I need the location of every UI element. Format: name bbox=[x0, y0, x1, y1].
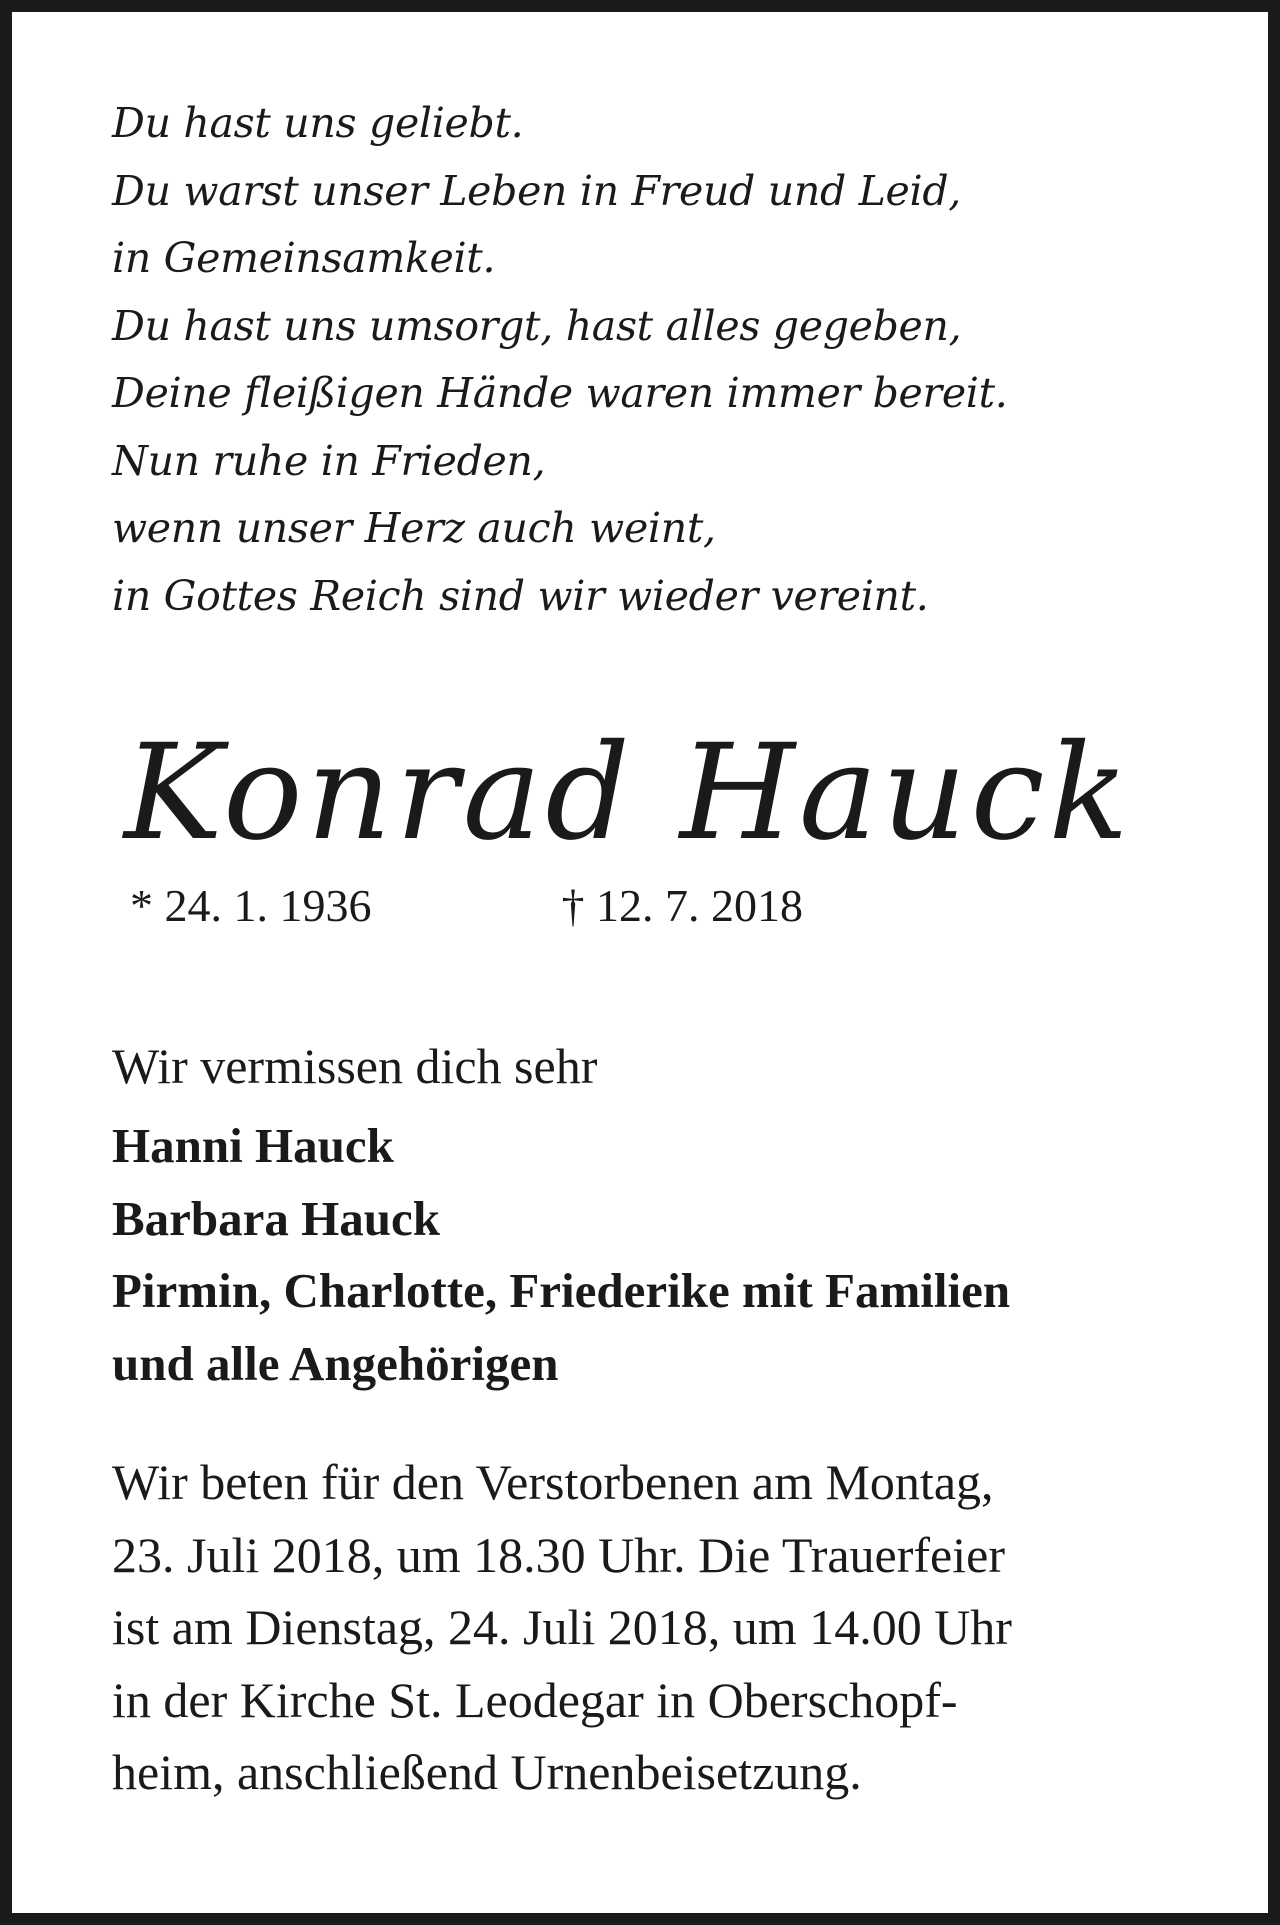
notice-line: 23. Juli 2018, um 18.30 Uhr. Die Trauerfeier bbox=[112, 1526, 1005, 1583]
notice-line: Wir beten für den Verstorbenen am Montag, bbox=[112, 1454, 994, 1510]
mourners-intro: Wir vermissen dich sehr bbox=[112, 1038, 598, 1094]
mourner-name: Pirmin, Charlotte, Friederike mit Familien bbox=[112, 1263, 1011, 1318]
notice-line: in der Kirche St. Leodegar in Oberschopf- bbox=[112, 1671, 958, 1728]
obituary-content bbox=[112, 90, 1212, 1809]
deceased-name: Konrad Hauck bbox=[124, 716, 1133, 870]
poem-line: Du warst unser Leben in Freud und Leid, bbox=[112, 166, 962, 215]
mourners-list bbox=[112, 1110, 1212, 1400]
poem-line: in Gemeinsamkeit. bbox=[112, 234, 496, 282]
poem-line: Du hast uns umsorgt, hast alles gegeben, bbox=[112, 301, 962, 350]
poem-line: wenn unser Herz auch weint, bbox=[112, 504, 716, 552]
mourner-name: und alle Angehörigen bbox=[112, 1335, 559, 1391]
birth-date: * 24. 1. 1936 bbox=[130, 880, 372, 931]
poem-line: Deine fleißigen Hände waren immer bereit. bbox=[112, 369, 1008, 417]
poem-line: in Gottes Reich sind wir wieder vereint. bbox=[112, 571, 929, 620]
mourner-name: Hanni Hauck bbox=[112, 1118, 394, 1173]
service-notice bbox=[112, 1446, 1212, 1809]
poem-line: Du hast uns geliebt. bbox=[112, 99, 524, 147]
poem-line: Nun ruhe in Frieden, bbox=[112, 436, 546, 485]
memorial-poem bbox=[112, 90, 1212, 630]
notice-line: heim, anschließend Urnenbeisetzung. bbox=[112, 1744, 862, 1800]
mourner-name: Barbara Hauck bbox=[112, 1190, 441, 1246]
notice-line: ist am Dienstag, 24. Juli 2018, um 14.00 Uhr bbox=[112, 1599, 1012, 1655]
death-date: † 12. 7. 2018 bbox=[561, 880, 803, 931]
life-dates bbox=[112, 876, 1212, 936]
